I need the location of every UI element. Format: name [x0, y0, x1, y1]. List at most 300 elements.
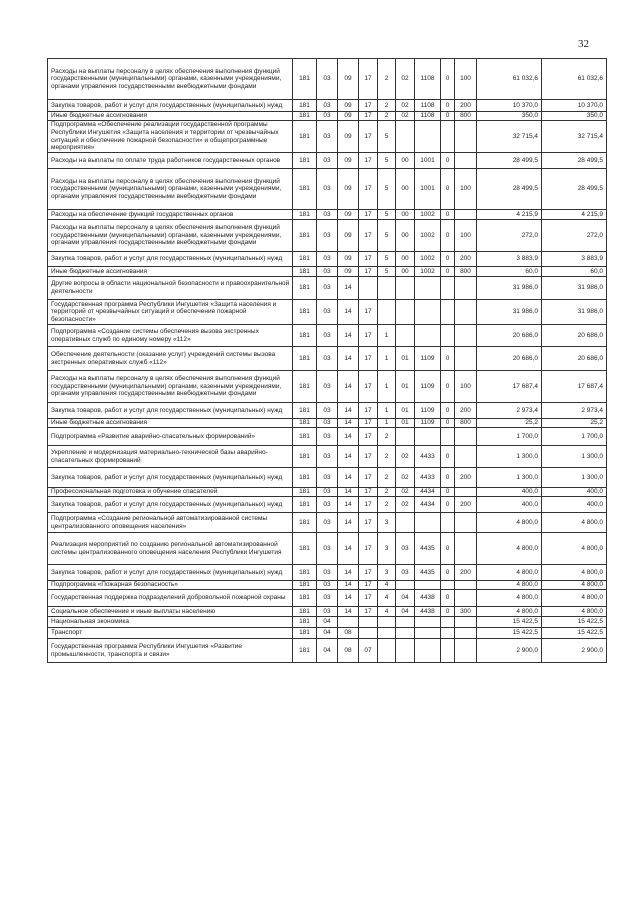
- row-amount-1: 350,0: [477, 112, 542, 121]
- row-amount-2: 31 986,0: [542, 277, 607, 300]
- row-gov: 181: [293, 446, 317, 468]
- table-row: [48, 513, 607, 533]
- row-name: Реализация мероприятий по созданию региональной автоматизированной системы централизованного оповещения населения Республики Ингушетия: [48, 533, 293, 565]
- row-name: Закупка товаров, работ и услуг для государственных (муниципальных) нужд: [48, 565, 293, 581]
- row-gov: 181: [293, 325, 317, 347]
- row-name: Расходы на обеспечение функций государственных органов: [48, 210, 293, 220]
- row-amount-2: 350,0: [542, 112, 607, 121]
- row-gov: 181: [293, 300, 317, 325]
- row-section: 04: [317, 617, 338, 628]
- row-name: Подпрограмма «Пожарная безопасность»: [48, 581, 293, 590]
- row-subprogram: 1: [378, 403, 396, 419]
- row-program: 17: [359, 267, 378, 277]
- row-program: [359, 617, 378, 628]
- row-flag: 0: [441, 169, 455, 210]
- row-amount-1: 15 422,5: [477, 617, 542, 628]
- row-direction: [415, 300, 441, 325]
- row-amount-1: 28 499,5: [477, 169, 542, 210]
- row-amount-1: 1 300,0: [477, 468, 542, 488]
- row-section: 03: [317, 513, 338, 533]
- row-program: 17: [359, 446, 378, 468]
- row-main-event: 02: [396, 100, 415, 112]
- row-subsection: 09: [338, 220, 359, 252]
- row-subprogram: 4: [378, 607, 396, 617]
- table-row: [48, 100, 607, 112]
- row-direction: 1109: [415, 371, 441, 403]
- row-main-event: 02: [396, 112, 415, 121]
- row-section: 03: [317, 267, 338, 277]
- row-main-event: [396, 277, 415, 300]
- row-main-event: 01: [396, 403, 415, 419]
- row-subprogram: 5: [378, 169, 396, 210]
- row-flag: 0: [441, 497, 455, 513]
- row-amount-1: 4 800,0: [477, 565, 542, 581]
- row-name: Иные бюджетные ассигнования: [48, 419, 293, 428]
- table-row: [48, 267, 607, 277]
- row-section: 03: [317, 59, 338, 100]
- row-section: 04: [317, 639, 338, 663]
- row-expense-type: [455, 210, 477, 220]
- row-expense-type: 100: [455, 169, 477, 210]
- row-amount-1: 4 800,0: [477, 581, 542, 590]
- row-subsection: 08: [338, 639, 359, 663]
- row-section: 03: [317, 220, 338, 252]
- table-row: [48, 300, 607, 325]
- row-gov: 181: [293, 403, 317, 419]
- table-row: [48, 533, 607, 565]
- row-name: Расходы на выплаты по оплате труда работников государственных органов: [48, 153, 293, 169]
- row-main-event: 01: [396, 347, 415, 371]
- table-row: [48, 112, 607, 121]
- row-subsection: 14: [338, 488, 359, 497]
- row-flag: 0: [441, 590, 455, 607]
- row-program: 17: [359, 300, 378, 325]
- row-gov: 181: [293, 639, 317, 663]
- row-section: 03: [317, 277, 338, 300]
- row-direction: 1108: [415, 112, 441, 121]
- row-main-event: [396, 325, 415, 347]
- row-direction: [415, 617, 441, 628]
- row-expense-type: [455, 533, 477, 565]
- row-subsection: 09: [338, 169, 359, 210]
- row-name: Иные бюджетные ассигнования: [48, 267, 293, 277]
- row-section: 03: [317, 590, 338, 607]
- row-main-event: 02: [396, 488, 415, 497]
- row-flag: [441, 325, 455, 347]
- row-subprogram: 2: [378, 428, 396, 446]
- row-amount-1: 1 300,0: [477, 446, 542, 468]
- row-direction: 1002: [415, 210, 441, 220]
- row-subsection: 08: [338, 628, 359, 639]
- row-name: Закупка товаров, работ и услуг для государственных (муниципальных) нужд: [48, 403, 293, 419]
- row-flag: 0: [441, 533, 455, 565]
- row-expense-type: 800: [455, 267, 477, 277]
- row-subprogram: 4: [378, 581, 396, 590]
- row-subsection: 09: [338, 59, 359, 100]
- row-flag: 0: [441, 252, 455, 267]
- row-amount-2: 32 715,4: [542, 121, 607, 153]
- row-main-event: 00: [396, 267, 415, 277]
- row-gov: 181: [293, 468, 317, 488]
- row-section: 03: [317, 169, 338, 210]
- row-expense-type: [455, 428, 477, 446]
- row-flag: [441, 513, 455, 533]
- row-expense-type: [455, 617, 477, 628]
- row-program: 17: [359, 347, 378, 371]
- row-amount-2: 3 883,9: [542, 252, 607, 267]
- row-name: Закупка товаров, работ и услуг для государственных (муниципальных) нужд: [48, 468, 293, 488]
- row-amount-2: 4 800,0: [542, 590, 607, 607]
- row-subsection: 14: [338, 533, 359, 565]
- row-amount-1: 400,0: [477, 488, 542, 497]
- row-name: Закупка товаров, работ и услуг для государственных (муниципальных) нужд: [48, 100, 293, 112]
- row-subsection: 14: [338, 590, 359, 607]
- table-row: [48, 210, 607, 220]
- row-flag: 0: [441, 210, 455, 220]
- row-program: 17: [359, 59, 378, 100]
- row-subsection: 09: [338, 121, 359, 153]
- row-flag: 0: [441, 446, 455, 468]
- row-main-event: 02: [396, 497, 415, 513]
- row-flag: 0: [441, 153, 455, 169]
- row-flag: 0: [441, 468, 455, 488]
- row-direction: 1108: [415, 59, 441, 100]
- row-expense-type: [455, 639, 477, 663]
- row-main-event: [396, 639, 415, 663]
- row-program: 17: [359, 565, 378, 581]
- row-section: 03: [317, 403, 338, 419]
- table-row: [48, 607, 607, 617]
- row-subsection: 09: [338, 267, 359, 277]
- row-section: 03: [317, 371, 338, 403]
- row-amount-2: 61 032,6: [542, 59, 607, 100]
- row-amount-2: 4 215,9: [542, 210, 607, 220]
- row-section: 03: [317, 607, 338, 617]
- row-flag: 0: [441, 419, 455, 428]
- row-amount-1: 31 986,0: [477, 300, 542, 325]
- row-amount-1: 10 370,0: [477, 100, 542, 112]
- row-flag: 0: [441, 347, 455, 371]
- row-amount-1: 20 686,0: [477, 325, 542, 347]
- table-row: [48, 277, 607, 300]
- table-row: [48, 565, 607, 581]
- row-amount-2: 17 687,4: [542, 371, 607, 403]
- row-name: Другие вопросы в области национальной безопасности и правоохранительной деятельности: [48, 277, 293, 300]
- row-amount-2: 400,0: [542, 497, 607, 513]
- row-program: [359, 628, 378, 639]
- table-row: [48, 468, 607, 488]
- table-row: [48, 169, 607, 210]
- row-name: Расходы на выплаты персоналу в целях обеспечения выполнения функций государственными (муниципальными) органами, казенными учреждениями, органами управления государственными внебюджетными фондами: [48, 59, 293, 100]
- row-main-event: 04: [396, 607, 415, 617]
- row-flag: [441, 628, 455, 639]
- row-section: 03: [317, 121, 338, 153]
- row-name: Расходы на выплаты персоналу в целях обеспечения выполнения функций государственными (муниципальными) органами, казенными учреждениями, органами управления государственными внебюджетными фондами: [48, 371, 293, 403]
- row-subprogram: 2: [378, 468, 396, 488]
- row-direction: 1108: [415, 100, 441, 112]
- table-row: [48, 590, 607, 607]
- table-row: [48, 488, 607, 497]
- row-gov: 181: [293, 252, 317, 267]
- row-section: 03: [317, 428, 338, 446]
- table-row: [48, 428, 607, 446]
- row-amount-1: 32 715,4: [477, 121, 542, 153]
- row-section: 03: [317, 153, 338, 169]
- row-expense-type: 200: [455, 403, 477, 419]
- row-expense-type: [455, 628, 477, 639]
- row-main-event: [396, 581, 415, 590]
- row-amount-2: 1 700,0: [542, 428, 607, 446]
- row-direction: [415, 581, 441, 590]
- row-direction: 4434: [415, 488, 441, 497]
- row-amount-2: 4 800,0: [542, 533, 607, 565]
- row-expense-type: 200: [455, 497, 477, 513]
- row-subsection: 14: [338, 347, 359, 371]
- row-subprogram: 3: [378, 565, 396, 581]
- row-subprogram: [378, 617, 396, 628]
- row-subsection: 09: [338, 252, 359, 267]
- row-gov: 181: [293, 169, 317, 210]
- row-amount-1: 31 986,0: [477, 277, 542, 300]
- row-main-event: 02: [396, 446, 415, 468]
- row-flag: 0: [441, 220, 455, 252]
- row-program: 17: [359, 325, 378, 347]
- row-flag: [441, 300, 455, 325]
- row-flag: 0: [441, 267, 455, 277]
- row-name: Подпрограмма «Развитие аварийно-спасательных формирований»: [48, 428, 293, 446]
- row-subsection: 14: [338, 581, 359, 590]
- row-subsection: 14: [338, 565, 359, 581]
- row-gov: 181: [293, 267, 317, 277]
- row-gov: 181: [293, 59, 317, 100]
- page-number: 32: [578, 38, 589, 50]
- row-amount-2: 28 499,5: [542, 153, 607, 169]
- table-row: [48, 628, 607, 639]
- row-gov: 181: [293, 628, 317, 639]
- row-expense-type: [455, 121, 477, 153]
- row-name: Транспорт: [48, 628, 293, 639]
- row-program: 17: [359, 371, 378, 403]
- row-subsection: 09: [338, 112, 359, 121]
- row-expense-type: 800: [455, 419, 477, 428]
- row-amount-1: 2 973,4: [477, 403, 542, 419]
- row-direction: 1001: [415, 153, 441, 169]
- row-name: Обеспечение деятельности (оказание услуг) учреждений системы вызова экстренных оперативных служб «112»: [48, 347, 293, 371]
- row-gov: 181: [293, 100, 317, 112]
- row-expense-type: [455, 347, 477, 371]
- table-row: [48, 639, 607, 663]
- row-program: 07: [359, 639, 378, 663]
- row-program: 17: [359, 590, 378, 607]
- row-subprogram: 3: [378, 533, 396, 565]
- row-subsection: 14: [338, 419, 359, 428]
- row-gov: 181: [293, 277, 317, 300]
- row-main-event: 03: [396, 565, 415, 581]
- table-row: [48, 497, 607, 513]
- row-program: 17: [359, 403, 378, 419]
- table-row: [48, 325, 607, 347]
- row-flag: 0: [441, 112, 455, 121]
- budget-table: [47, 58, 607, 663]
- row-direction: 1002: [415, 267, 441, 277]
- row-main-event: [396, 628, 415, 639]
- row-section: 03: [317, 533, 338, 565]
- row-name: Национальная экономика: [48, 617, 293, 628]
- table-row: [48, 446, 607, 468]
- row-main-event: 00: [396, 153, 415, 169]
- row-subsection: 14: [338, 403, 359, 419]
- row-section: 03: [317, 581, 338, 590]
- table-row: [48, 581, 607, 590]
- row-gov: 181: [293, 121, 317, 153]
- row-direction: 4438: [415, 590, 441, 607]
- row-subprogram: 2: [378, 497, 396, 513]
- row-name: Иные бюджетные ассигнования: [48, 112, 293, 121]
- row-direction: [415, 513, 441, 533]
- row-amount-1: 4 800,0: [477, 513, 542, 533]
- row-section: 03: [317, 210, 338, 220]
- table-row: [48, 617, 607, 628]
- row-subprogram: 4: [378, 590, 396, 607]
- row-name: Закупка товаров, работ и услуг для государственных (муниципальных) нужд: [48, 252, 293, 267]
- row-subsection: 14: [338, 371, 359, 403]
- row-name: Подпрограмма «Создание региональной автоматизированной системы централизованного оповещения населения»: [48, 513, 293, 533]
- row-program: 17: [359, 220, 378, 252]
- row-direction: [415, 428, 441, 446]
- row-name: Подпрограмма «Создание системы обеспечения вызова экстренных оперативных служб по единому номеру «112»: [48, 325, 293, 347]
- row-gov: 181: [293, 533, 317, 565]
- row-flag: [441, 617, 455, 628]
- row-expense-type: [455, 300, 477, 325]
- table-row: [48, 153, 607, 169]
- row-program: 17: [359, 252, 378, 267]
- table-row: [48, 419, 607, 428]
- row-flag: [441, 581, 455, 590]
- row-amount-2: 15 422,5: [542, 617, 607, 628]
- row-subsection: [338, 617, 359, 628]
- row-subsection: 14: [338, 513, 359, 533]
- row-main-event: [396, 617, 415, 628]
- row-direction: 4435: [415, 533, 441, 565]
- row-direction: 4433: [415, 446, 441, 468]
- row-subprogram: 2: [378, 100, 396, 112]
- row-subsection: 09: [338, 153, 359, 169]
- row-name: Подпрограмма «Обеспечение реализации государственной программы Республики Ингушетия «Защита населения и территории от чрезвычайных ситуаций и обеспечение пожарной безопасности» и общепрограммные мероприятия»: [48, 121, 293, 153]
- row-gov: 181: [293, 565, 317, 581]
- row-program: 17: [359, 607, 378, 617]
- row-section: 03: [317, 325, 338, 347]
- row-amount-1: 4 800,0: [477, 590, 542, 607]
- row-subsection: 09: [338, 210, 359, 220]
- row-flag: [441, 277, 455, 300]
- row-expense-type: [455, 153, 477, 169]
- row-section: 03: [317, 497, 338, 513]
- row-name: Укрепление и модернизация материально-технической базы аварийно-спасательных формирований: [48, 446, 293, 468]
- row-amount-2: 1 300,0: [542, 446, 607, 468]
- row-amount-1: 2 900,0: [477, 639, 542, 663]
- row-main-event: 00: [396, 252, 415, 267]
- row-program: 17: [359, 121, 378, 153]
- row-flag: 0: [441, 565, 455, 581]
- row-amount-1: 3 883,9: [477, 252, 542, 267]
- row-expense-type: [455, 446, 477, 468]
- row-amount-2: 4 800,0: [542, 607, 607, 617]
- row-expense-type: [455, 488, 477, 497]
- row-expense-type: 100: [455, 220, 477, 252]
- row-subsection: 14: [338, 468, 359, 488]
- row-subprogram: 5: [378, 252, 396, 267]
- row-program: 17: [359, 581, 378, 590]
- row-main-event: 02: [396, 468, 415, 488]
- row-flag: 0: [441, 59, 455, 100]
- row-main-event: 02: [396, 59, 415, 100]
- row-amount-2: 4 800,0: [542, 565, 607, 581]
- row-subsection: 14: [338, 277, 359, 300]
- row-flag: [441, 121, 455, 153]
- row-amount-1: 1 700,0: [477, 428, 542, 446]
- row-section: 03: [317, 488, 338, 497]
- row-gov: 181: [293, 497, 317, 513]
- row-gov: 181: [293, 607, 317, 617]
- row-name: Профессиональная подготовка и обучение спасателей: [48, 488, 293, 497]
- row-direction: 1109: [415, 419, 441, 428]
- row-amount-2: 10 370,0: [542, 100, 607, 112]
- row-direction: [415, 639, 441, 663]
- row-flag: [441, 428, 455, 446]
- row-amount-1: 25,2: [477, 419, 542, 428]
- row-amount-1: 15 422,5: [477, 628, 542, 639]
- row-expense-type: [455, 590, 477, 607]
- row-section: 03: [317, 112, 338, 121]
- row-subprogram: 5: [378, 267, 396, 277]
- row-expense-type: 100: [455, 59, 477, 100]
- row-expense-type: [455, 325, 477, 347]
- row-subprogram: 5: [378, 153, 396, 169]
- row-section: 03: [317, 565, 338, 581]
- row-program: 17: [359, 468, 378, 488]
- row-direction: 4434: [415, 497, 441, 513]
- row-expense-type: 100: [455, 371, 477, 403]
- row-program: 17: [359, 100, 378, 112]
- row-name: Расходы на выплаты персоналу в целях обеспечения выполнения функций государственными (муниципальными) органами, казенными учреждениями, органами управления государственными внебюджетными фондами: [48, 220, 293, 252]
- row-subprogram: 1: [378, 419, 396, 428]
- row-amount-2: 20 686,0: [542, 347, 607, 371]
- row-main-event: 00: [396, 220, 415, 252]
- row-subprogram: [378, 628, 396, 639]
- row-direction: 1002: [415, 220, 441, 252]
- table-row: [48, 59, 607, 100]
- row-amount-2: 60,0: [542, 267, 607, 277]
- row-expense-type: [455, 581, 477, 590]
- row-amount-1: 4 215,9: [477, 210, 542, 220]
- row-program: 17: [359, 533, 378, 565]
- row-subprogram: 2: [378, 59, 396, 100]
- row-gov: 181: [293, 220, 317, 252]
- row-subprogram: 2: [378, 112, 396, 121]
- row-amount-2: 25,2: [542, 419, 607, 428]
- row-section: 03: [317, 468, 338, 488]
- row-expense-type: 200: [455, 252, 477, 267]
- row-gov: 181: [293, 371, 317, 403]
- row-flag: 0: [441, 100, 455, 112]
- row-expense-type: 200: [455, 468, 477, 488]
- row-main-event: 01: [396, 371, 415, 403]
- row-gov: 181: [293, 488, 317, 497]
- row-main-event: 00: [396, 210, 415, 220]
- row-program: 17: [359, 428, 378, 446]
- row-gov: 181: [293, 581, 317, 590]
- row-amount-1: 60,0: [477, 267, 542, 277]
